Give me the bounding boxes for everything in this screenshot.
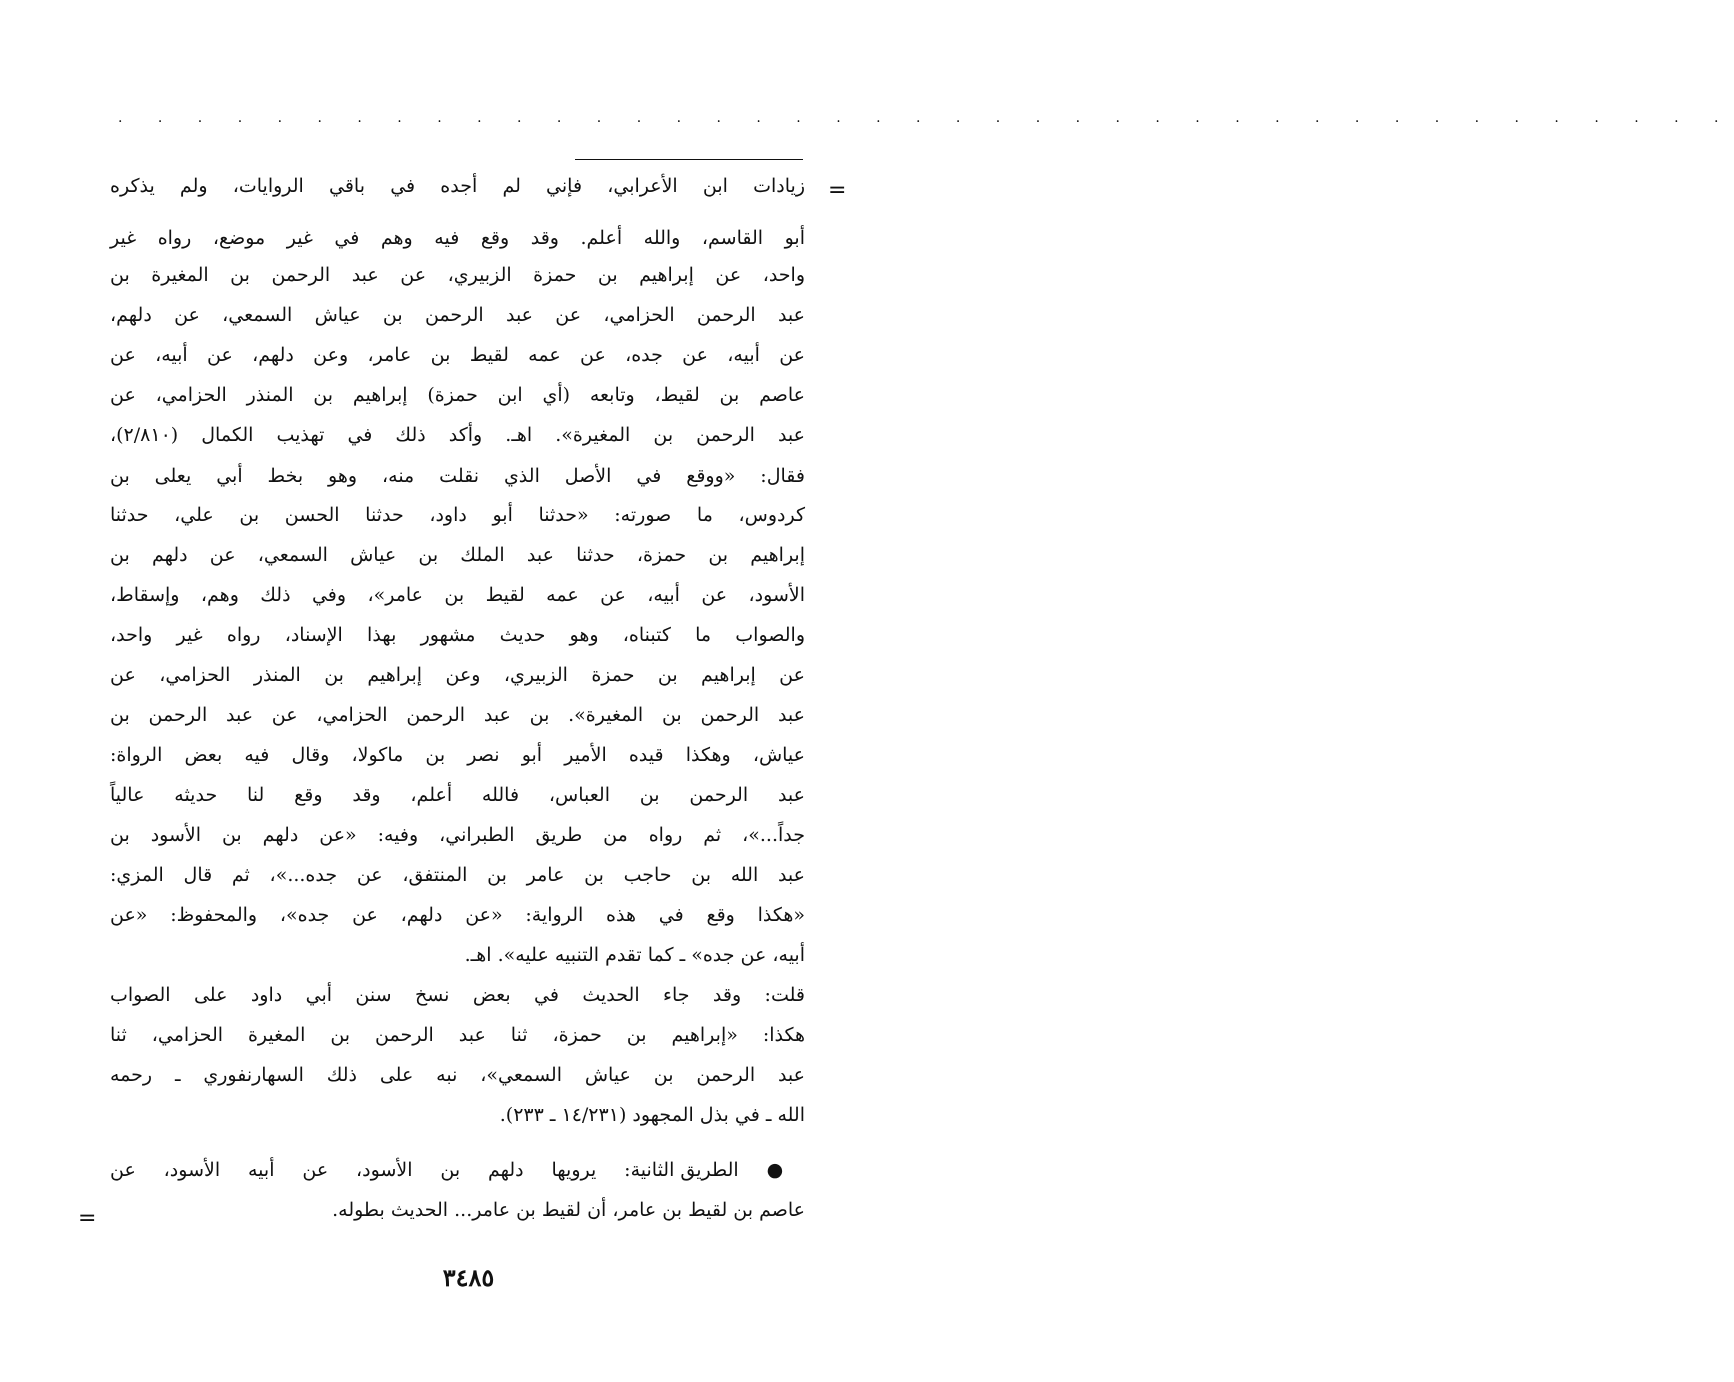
footnote-line: عبد الرحمن بن عياش السمعي»، نبه على ذلك السهارنفوري ـ رحمه (110, 1064, 805, 1086)
second-route-line (110, 1150, 805, 1190)
bullet-icon: ● (766, 1159, 805, 1181)
footnote-line: عن إبراهيم بن حمزة الزبيري، وعن إبراهيم بن المنذر الحزامي، عن (110, 664, 805, 686)
page-number: ٣٤٨٥ (442, 1263, 495, 1292)
footnote-line: واحد، عن إبراهيم بن حمزة الزبيري، عن عبد الرحمن بن المغيرة بن (110, 264, 805, 286)
footnote-line: عياش، وهكذا قيده الأمير أبو نصر بن ماكولا، وقال فيه بعض الرواة: (110, 744, 805, 766)
footnote-line: عبد الرحمن الحزامي، عن عبد الرحمن بن عياش السمعي، عن دلهم، (110, 304, 805, 326)
footnote-line: أبيه، عن جده» ـ كما تقدم التنبيه عليه». اهـ. (464, 944, 805, 966)
footnote-line: أبو القاسم، والله أعلم. وقد وقع فيه وهم في غير موضع، رواه غير (110, 227, 805, 249)
footnote-line: والصواب ما كتبناه، وهو حديث مشهور بهذا الإسناد، رواه غير واحد، (110, 624, 805, 646)
footnote-rule (575, 159, 803, 160)
footnote-line: جداً...»، ثم رواه من طريق الطبراني، وفيه: «عن دلهم بن الأسود بن (110, 824, 805, 846)
continuation-mark-bottom: = (78, 1206, 97, 1231)
footnote-line: عبد الرحمن بن المغيرة». بن عبد الرحمن الحزامي، عن عبد الرحمن بن (110, 704, 805, 726)
footnote-line: عبد الرحمن بن المغيرة». اهـ. وأكد ذلك في تهذيب الكمال (٢/٨١٠)، (110, 424, 805, 446)
footnote-line: زيادات ابن الأعرابي، فإني لم أجده في باقي الروايات، ولم يذكره (110, 175, 805, 197)
second-route-line: عاصم بن لقيط بن عامر، أن لقيط بن عامر... الحديث بطوله. (332, 1199, 805, 1221)
separator-dots: . . . . . . . . . . . . . . . . . . . . . . . . . . . . . . . . . . . . . . . . . (118, 110, 1734, 126)
footnote-line: عبد الرحمن بن العباس، فالله أعلم، وقد وقع لنا حديثه عالياً (110, 784, 805, 806)
footnote-line: عن أبيه، عن جده، عن عمه لقيط بن عامر، وعن دلهم، عن أبيه، عن (110, 344, 805, 366)
footnote-line: الأسود، عن أبيه، عن عمه لقيط بن عامر»، وفي ذلك وهم، وإسقاط، (110, 584, 805, 606)
continuation-mark-top: = (828, 178, 847, 203)
footnote-line: الله ـ في بذل المجهود (١٤/٢٣١ ـ ٢٣٣). (499, 1104, 805, 1126)
footnote-line: إبراهيم بن حمزة، حدثنا عبد الملك بن عياش السمعي، عن دلهم بن (110, 544, 805, 566)
footnote-line: عبد الله بن حاجب بن عامر بن المنتفق، عن جده...»، ثم قال المزي: (110, 864, 805, 886)
footnote-line: فقال: «ووقع في الأصل الذي نقلت منه، وهو بخط أبي يعلى بن (110, 465, 805, 487)
footnote-line: كردوس، ما صورته: «حدثنا أبو داود، حدثنا الحسن بن علي، حدثنا (110, 504, 805, 526)
footnote-line: عاصم بن لقيط، وتابعه (أي ابن حمزة) إبراهيم بن المنذر الحزامي، عن (110, 384, 805, 406)
second-route-text: الطريق الثانية: يرويها دلهم بن الأسود، عن أبيه الأسود، عن (110, 1159, 739, 1181)
footnote-line: قلت: وقد جاء الحديث في بعض نسخ سنن أبي داود على الصواب (110, 984, 805, 1006)
footnote-line: «هكذا وقع في هذه الرواية: «عن دلهم، عن جده»، والمحفوظ: «عن (110, 904, 805, 926)
footnote-line: هكذا: «إبراهيم بن حمزة، ثنا عبد الرحمن بن المغيرة الحزامي، ثنا (110, 1024, 805, 1046)
